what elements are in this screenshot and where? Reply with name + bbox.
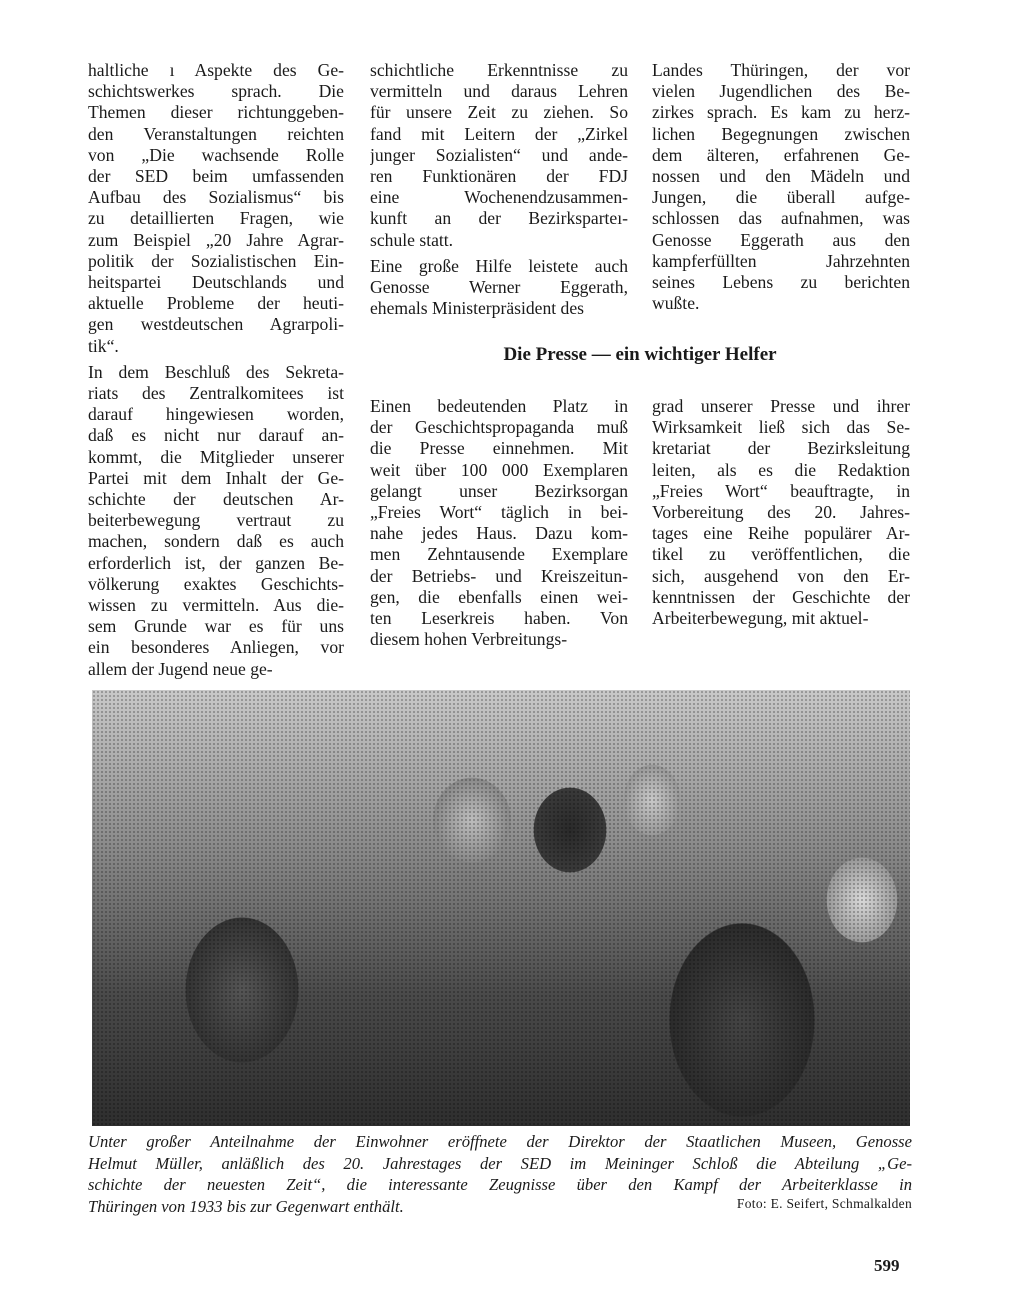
text-line: lichen Begegnungen zwischen <box>652 123 910 144</box>
text-line: Jungen, die überall aufge- <box>652 187 910 208</box>
text-line: fand mit Leitern der „Zirkel <box>370 123 628 144</box>
photograph <box>92 690 910 1126</box>
text-line: leiten, als es die Redaktion <box>652 459 910 480</box>
paragraph <box>370 60 628 251</box>
text-line: eine Wochenendzusammen- <box>370 187 628 208</box>
text-line: zu detaillierten Fragen, wie <box>88 208 344 229</box>
text-line: aktuelle Probleme der heuti- <box>88 293 344 314</box>
text-line: daß es nicht nur darauf an- <box>88 425 344 446</box>
text-line: weit über 100 000 Exemplaren <box>370 459 628 480</box>
paragraph <box>370 256 628 320</box>
text-line: Partei mit dem Inhalt der Ge- <box>88 467 344 488</box>
text-line: gen westdeutschen Agrarpoli- <box>88 314 344 335</box>
text-line: dem älteren, erfahrenen Ge- <box>652 144 910 165</box>
text-line: der SED beim umfassenden <box>88 166 344 187</box>
text-line: gelangt unser Bezirksorgan <box>370 480 628 501</box>
text-line: kommt, die Mitglieder unserer <box>88 446 344 467</box>
text-line: nahe jedes Haus. Dazu kom- <box>370 523 628 544</box>
text-line: nossen und den Mädeln und <box>652 166 910 187</box>
text-line: riats des Zentralkomitees ist <box>88 383 344 404</box>
paragraph <box>652 60 910 314</box>
text-line: tages eine Reihe populärer Ar- <box>652 523 910 544</box>
text-line: Eine große Hilfe leistete auch <box>370 255 628 276</box>
text-line: schichtliche Erkenntnisse zu <box>370 60 628 80</box>
page-number: 599 <box>874 1256 900 1275</box>
text-column-right-top <box>652 60 910 319</box>
text-line: Thüringen von 1933 bis zur Gegenwart enthält. <box>88 1196 404 1216</box>
text-line: machen, sondern daß es auch <box>88 531 344 552</box>
text-line: beiterbewegung vertraut zu <box>88 510 344 531</box>
text-line: Themen dieser richtunggeben- <box>88 102 344 123</box>
text-column-right-bottom <box>652 396 910 634</box>
text-line: Unter großer Anteilnahme der Einwohner eröffnete der Direktor der Staatlichen Museen, Genosse <box>88 1132 912 1151</box>
text-line: der Betriebs- und Kreiszeitun- <box>370 565 628 586</box>
text-line: „Freies Wort“ täglich in bei- <box>370 502 628 523</box>
text-line: allem der Jugend neue ge- <box>88 658 273 679</box>
text-line: tik“. <box>88 335 119 356</box>
text-line: kretariat der Bezirksleitung <box>652 438 910 459</box>
text-line: von „Die wachsende Rolle <box>88 144 344 165</box>
paragraph <box>88 362 344 680</box>
text-line: ten Leserkreis haben. Von <box>370 608 628 629</box>
text-line: erforderlich ist, der ganzen Be- <box>88 552 344 573</box>
text-line: diesem hohen Verbreitungs- <box>370 629 568 650</box>
text-line: Genosse Eggerath aus den <box>652 229 910 250</box>
text-line: Wirksamkeit ließ sich das Se- <box>652 417 910 438</box>
text-line: politik der Sozialistischen Ein- <box>88 250 344 271</box>
text-column-middle-top <box>370 60 628 324</box>
text-line: sem Grunde war es für uns <box>88 616 344 637</box>
text-line: „Freies Wort“ beauftragte, in <box>652 480 910 501</box>
text-line: schlossen das aufnahmen, was <box>652 208 910 229</box>
text-line: Helmut Müller, anläßlich des 20. Jahrestages der SED im Meininger Schloß die Abteilung „Ge- <box>88 1153 912 1173</box>
text-line: Arbeiterbewegung, mit aktuel- <box>652 608 869 629</box>
text-line: kampferfüllten Jahrzehnten <box>652 250 910 271</box>
text-line: kenntnissen der Geschichte der <box>652 586 910 607</box>
text-line: die Presse einnehmen. Mit <box>370 438 628 459</box>
text-line: ehemals Ministerpräsident des <box>370 298 585 319</box>
text-line: vermitteln und daraus Lehren <box>370 81 628 102</box>
text-line: Genosse Werner Eggerath, <box>370 277 628 298</box>
text-line: heitspartei Deutschlands und <box>88 272 344 293</box>
text-line: wußte. <box>652 293 700 314</box>
text-line: grad unserer Presse und ihrer <box>652 396 910 416</box>
paragraph <box>88 60 344 357</box>
text-line: schichtswerkes sprach. Die <box>88 81 344 102</box>
photo-credit: Foto: E. Seifert, Schmalkalden <box>736 1196 912 1211</box>
text-column-middle-bottom <box>370 396 628 655</box>
text-line: seines Lebens zu berichten <box>652 272 910 293</box>
text-line: Aufbau des Sozialismus“ bis <box>88 187 344 208</box>
text-line: der Geschichtspropaganda muß <box>370 417 628 438</box>
text-line: ren Funktionären der FDJ <box>370 166 628 187</box>
text-line: tikel zu veröffentlichen, die <box>652 544 910 565</box>
text-line: Vorbereitung des 20. Jahres- <box>652 502 910 523</box>
text-line: vielen Jugendlichen des Be- <box>652 81 910 102</box>
text-line: darauf hingewiesen worden, <box>88 404 344 425</box>
text-line: schichte der deutschen Ar- <box>88 489 344 510</box>
text-line: gen, die ebenfalls einen wei- <box>370 586 628 607</box>
text-column-left <box>88 60 344 685</box>
text-line: den Veranstaltungen reichten <box>88 123 344 144</box>
text-line: men Zehntausende Exemplare <box>370 544 628 565</box>
text-line: sich, ausgehend von den Er- <box>652 565 910 586</box>
text-line: Landes Thüringen, der vor <box>652 60 910 80</box>
text-line: In dem Beschluß des Sekreta- <box>88 361 344 382</box>
paragraph <box>652 396 910 629</box>
text-line: zirkes sprach. Es kam zu herz- <box>652 102 910 123</box>
text-line: völkerung exaktes Geschichts- <box>88 573 344 594</box>
text-line: haltliche ı Aspekte des Ge- <box>88 60 344 80</box>
section-heading: Die Presse — ein wichtiger Helfer <box>503 344 777 365</box>
text-line: schichte der neuesten Zeit“, die interessante Zeugnisse über den Kampf der Arbeiterklasse in <box>88 1175 912 1194</box>
text-line: schule statt. <box>370 229 454 250</box>
text-line: Einen bedeutenden Platz in <box>370 396 628 416</box>
text-line: ein besonderes Anliegen, vor <box>88 637 344 658</box>
text-line: wissen zu vermitteln. Aus die- <box>88 595 344 616</box>
text-line: junger Sozialisten“ und ande- <box>370 144 628 165</box>
text-line: kunft an der Bezirksparteı- <box>370 208 628 229</box>
text-line: für unsere Zeit zu ziehen. So <box>370 102 628 123</box>
text-line: zum Beispiel „20 Jahre Agrar- <box>88 229 344 250</box>
paragraph <box>370 396 628 650</box>
